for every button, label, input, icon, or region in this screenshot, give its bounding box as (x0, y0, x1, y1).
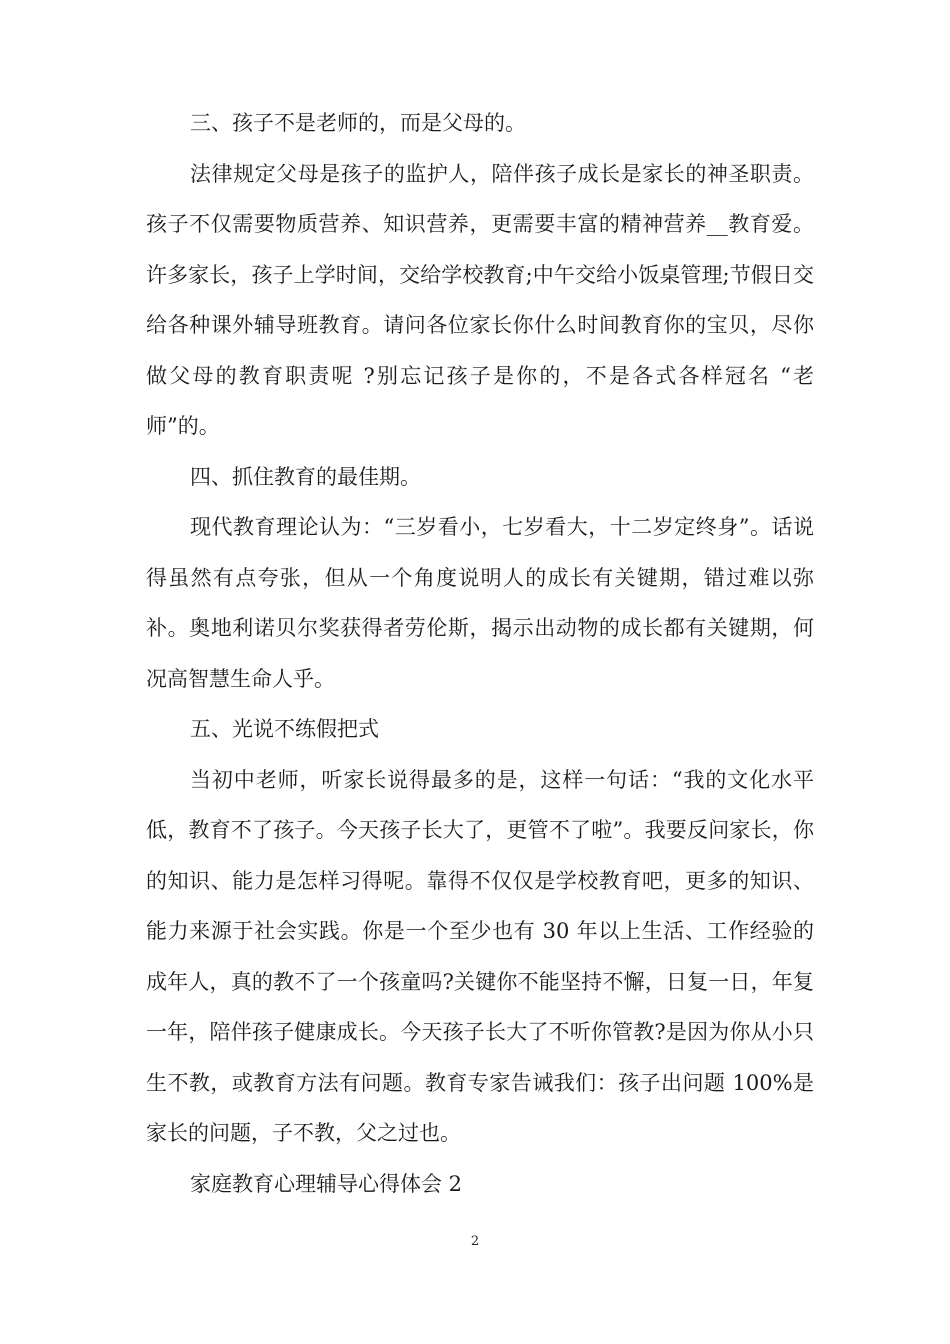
section-heading-5: 五、光说不练假把式 (190, 717, 379, 741)
body-paragraph-1: 法律规定父母是孩子的监护人，陪伴孩子成长是家长的神圣职责。孩子不仅需要物质营养、知识营养，更需要丰富的精神营养__教育爱。许多家长，孩子上学时间，交给学校教育;中午交给小饭桌管理;节假日交给各种课外辅导班教育。请问各位家长你什么时间教育你的宝贝，尽你做父母的教育职责呢 ?别忘记孩子是你的，不是各式各样冠名 “老师”的。 (146, 161, 814, 438)
section-heading-4: 四、抓住教育的最佳期。 (190, 464, 421, 489)
body-paragraph-3: 当初中老师，听家长说得最多的是，这样一句话：“我的文化水平低，教育不了孩子。今天孩子长大了，更管不了啦”。我要反问家长，你的知识、能力是怎样习得呢。靠得不仅仅是学校教育吧，更多的知识、能力来源于社会实践。你是一个至少也有 30 年以上生活、工作经验的成年人，真的教不了一个孩童吗?关键你不能坚持不懈，日复一日，年复一年，陪伴孩子健康成长。今天孩子长大了不听你管教?是因为你从小只生不教，或教育方法有问题。教育专家告诫我们：孩子出问题 100%是家长的问题，子不教，父之过也。 (146, 767, 814, 1145)
section-heading-3: 三、孩子不是老师的，而是父母的。 (190, 111, 526, 135)
page-number: 2 (470, 1234, 480, 1249)
document-body (146, 98, 814, 1209)
next-article-title: 家庭教育心理辅导心得体会 2 (190, 1171, 463, 1196)
body-paragraph-2: 现代教育理论认为：“三岁看小，七岁看大，十二岁定终身”。话说得虽然有点夸张，但从一个角度说明人的成长有关键期，错过难以弥补。奥地利诺贝尔奖获得者劳伦斯，揭示出动物的成长都有关键期，何况高智慧生命人乎。 (146, 515, 814, 691)
